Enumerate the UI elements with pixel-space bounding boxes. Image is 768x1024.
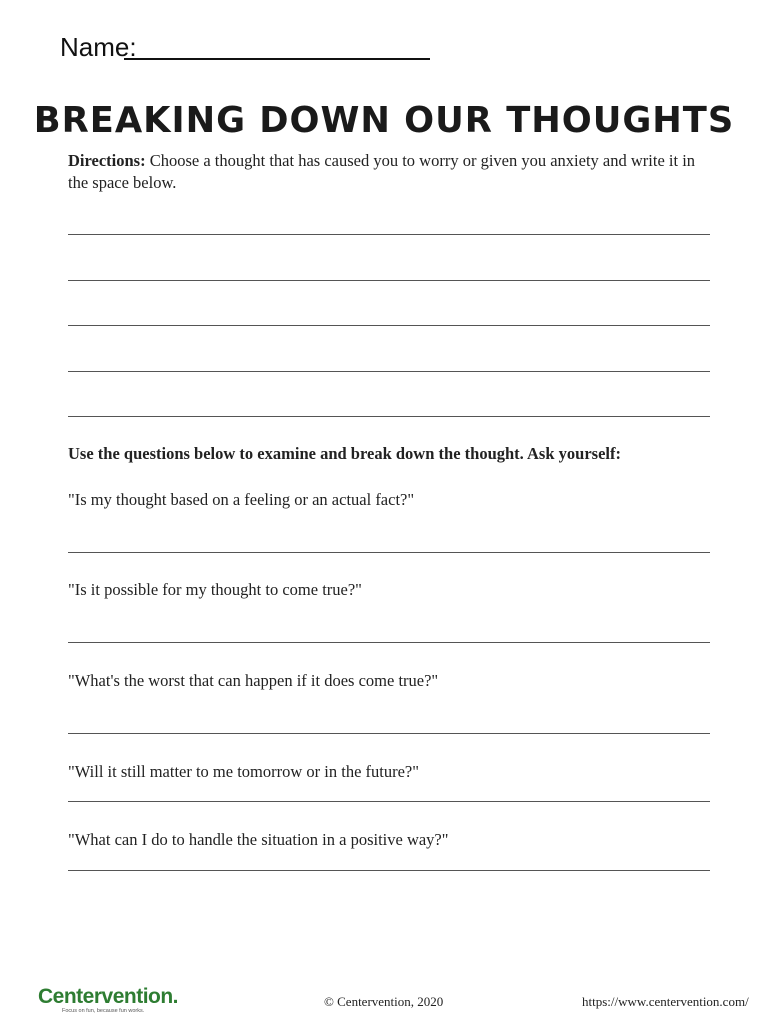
questions-instructions: Use the questions below to examine and break down the thought. Ask yourself: bbox=[68, 444, 621, 463]
answer-line-3[interactable] bbox=[68, 733, 710, 734]
directions-label: Directions: bbox=[68, 151, 146, 170]
question-3: "What's the worst that can happen if it does come true?" bbox=[68, 671, 439, 690]
answer-line-4[interactable] bbox=[68, 801, 710, 802]
answer-line-5[interactable] bbox=[68, 870, 710, 871]
name-input-line[interactable] bbox=[124, 58, 430, 60]
logo-tagline: Focus on fun, because fun works. bbox=[62, 1008, 145, 1014]
copyright-text: © Centervention, 2020 bbox=[324, 994, 444, 1009]
writing-line-1[interactable] bbox=[68, 234, 710, 235]
website-url: https://www.centervention.com/ bbox=[582, 994, 749, 1009]
logo-wordmark: Centervention. bbox=[38, 985, 179, 1008]
writing-line-2[interactable] bbox=[68, 280, 710, 281]
question-2: "Is it possible for my thought to come true?" bbox=[68, 580, 362, 599]
question-1: "Is my thought based on a feeling or an actual fact?" bbox=[68, 490, 415, 509]
worksheet-title: BREAKING DOWN OUR THOUGHTS bbox=[33, 100, 735, 141]
name-label: Name: bbox=[60, 32, 137, 62]
question-5: "What can I do to handle the situation in a positive way?" bbox=[68, 830, 449, 849]
directions bbox=[68, 150, 718, 194]
writing-line-3[interactable] bbox=[68, 325, 710, 326]
answer-line-1[interactable] bbox=[68, 552, 710, 553]
directions-text: Choose a thought that has caused you to worry or given you anxiety and write it in the space below. bbox=[68, 151, 696, 192]
writing-line-4[interactable] bbox=[68, 371, 710, 372]
centervention-logo bbox=[38, 986, 188, 1020]
answer-line-2[interactable] bbox=[68, 642, 710, 643]
writing-line-5[interactable] bbox=[68, 416, 710, 417]
question-4: "Will it still matter to me tomorrow or in the future?" bbox=[68, 762, 419, 781]
